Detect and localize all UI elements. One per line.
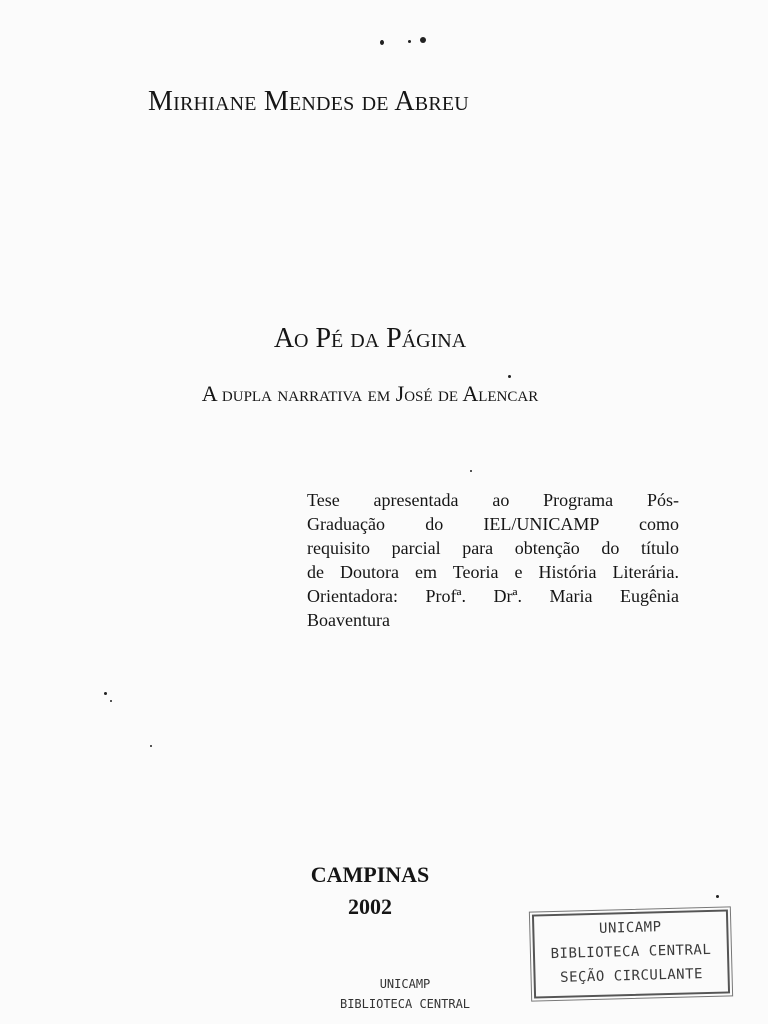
library-stamp	[330, 974, 480, 1014]
scan-speck	[420, 37, 426, 43]
scan-speck	[150, 745, 152, 747]
author-name: Mirhiane Mendes de Abreu	[148, 86, 469, 117]
scan-speck	[408, 40, 411, 43]
thesis-description	[307, 488, 679, 632]
description-line: Orientadora: Profª. Drª. Maria Eugênia	[307, 586, 679, 606]
circulation-stamp	[532, 909, 730, 998]
description-line: Graduação do IEL/UNICAMP como	[307, 514, 679, 534]
description-line: Boaventura	[307, 610, 390, 630]
publication-year: 2002	[348, 894, 392, 919]
thesis-title: Ao Pé da Página	[273, 323, 467, 354]
circulation-stamp-line: BIBLIOTECA CENTRAL	[550, 941, 712, 963]
scan-speck	[380, 40, 384, 45]
circulation-stamp-line: SEÇÃO CIRCULANTE	[559, 966, 704, 986]
description-line: requisito parcial para obtenção do título	[307, 538, 679, 558]
library-stamp-line: UNICAMP	[379, 977, 431, 991]
scan-speck	[470, 470, 472, 472]
description-line: de Doutora em Teoria e História Literária.	[307, 562, 679, 582]
scan-speck	[716, 895, 719, 898]
description-line: Tese apresentada ao Programa Pós-	[307, 490, 679, 510]
library-stamp-line: BIBLIOTECA CENTRAL	[339, 997, 471, 1011]
scan-speck	[508, 375, 511, 378]
scan-speck	[110, 700, 112, 702]
circulation-stamp-line: UNICAMP	[598, 919, 662, 937]
publication-place: CAMPINAS	[310, 862, 430, 887]
scan-speck	[104, 692, 107, 695]
thesis-subtitle: A dupla narrativa em José de Alencar	[201, 381, 539, 406]
